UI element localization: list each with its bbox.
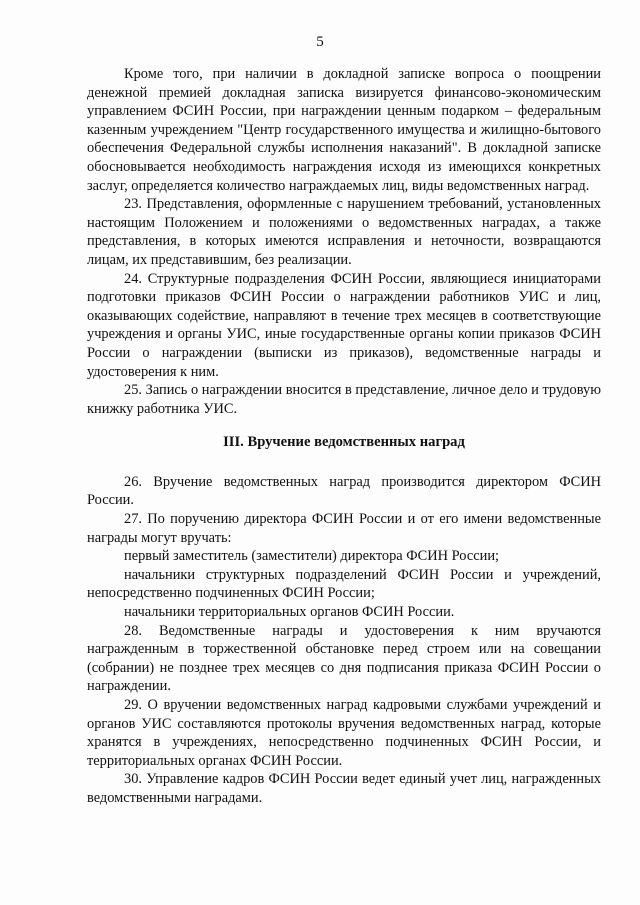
paragraph-29: 29. О вручении ведомственных наград кадровыми службами учреждений и органов УИС составляются протоколы вручения ведомственных наград, которые хранятся в учреждениях, непосредственно подчиненных ФСИН России, и территориальных органах ФСИН России. <box>87 697 601 769</box>
paragraph-28: 28. Ведомственные награды и удостоверения к ним вручаются награжденным в торжественной обстановке перед строем или на совещании (собрании) не позднее трех месяцев со дня подписания приказа ФСИН России о награждении. <box>87 622 601 695</box>
list-item-first-deputy: первый заместитель (заместители) директора ФСИН России; <box>124 548 500 565</box>
paragraph-23: 23. Представления, оформленные с нарушением требований, установленных настоящим Положением и положениями о ведомственных наградах, а также представления, в которых имеются исправления и неточности, возвращаются лицам, их представившим, без реализации. <box>87 196 601 268</box>
section-heading: III. Вручение ведомственных наград <box>223 434 465 451</box>
paragraph-24: 24. Структурные подразделения ФСИН России, являющиеся инициаторами подготовки приказов ФСИН России о награждении работников УИС и лиц, оказывающих содействие, направляют в течение трех месяцев в соответствующие учреждения и органы УИС, иные государственные органы копии приказов ФСИН России о награждении (выписки из приказов), ведомственные награды и удостоверения к ним. <box>87 270 601 380</box>
paragraph-25: 25. Запись о награждении вносится в представление, личное дело и трудовую книжку работника УИС. <box>87 382 601 417</box>
paragraph-approval-note: Кроме того, при наличии в докладной записке вопроса о поощрении денежной премией докладная записка визируется финансово-экономическим управлением ФСИН России, при награждении ценным подарком – федеральным казенным учреждением "Центр государственного имущества и жилищно-бытового обеспечения Федеральной службы исполнения наказаний". В докладной записке обосновывается необходимость награждения исходя из имеющихся конкретных заслуг, определяется количество награждаемых лиц, виды ведомственных наград. <box>87 66 601 194</box>
paragraph-26: 26. Вручение ведомственных наград производится директором ФСИН России. <box>87 473 601 509</box>
paragraph-27: 27. По поручению директора ФСИН России и от его имени ведомственные награды могут вручать: <box>87 511 601 546</box>
document-body <box>87 65 601 808</box>
paragraph-30: 30. Управление кадров ФСИН России ведет единый учет лиц, награжденных ведомственными наградами. <box>87 771 601 806</box>
list-item-territorial-heads: начальники территориальных органов ФСИН России. <box>124 604 455 621</box>
page-number: 5 <box>316 34 324 50</box>
list-item-structural-heads: начальники структурных подразделений ФСИН России и учреждений, непосредственно подчиненных ФСИН России; <box>87 566 601 602</box>
